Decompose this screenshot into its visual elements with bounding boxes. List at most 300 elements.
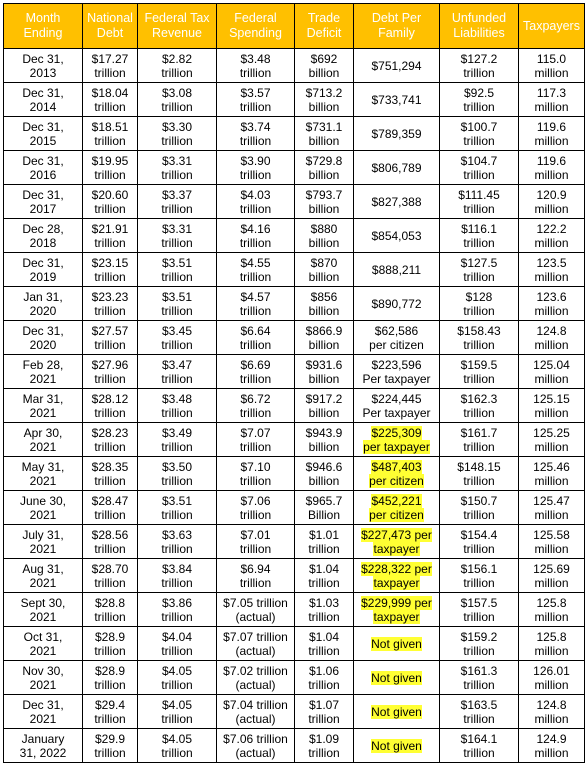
cell-text: 2014 <box>29 99 57 114</box>
cell-text: 2021 <box>29 473 57 488</box>
cell-federal-tax-revenue <box>138 457 217 491</box>
highlighted-text: $487,403 <box>371 459 422 474</box>
cell-text: $20.60 <box>91 187 129 202</box>
cell-text: trillion <box>161 65 193 80</box>
cell-text: trillion <box>161 677 193 692</box>
cell-text: trillion <box>239 235 272 250</box>
cell-unfunded-liabilities <box>440 695 519 729</box>
cell-text: trillion <box>239 201 272 216</box>
cell-text: 119.6 <box>536 119 567 134</box>
cell-trade-deficit <box>295 253 354 287</box>
cell-text: 125.8 <box>536 629 567 644</box>
cell-text: million <box>534 371 569 386</box>
cell-text: $162.3 <box>460 391 498 406</box>
cell-text: trillion <box>239 473 272 488</box>
cell-text: million <box>534 439 569 454</box>
cell-text: $3.51 <box>161 255 193 270</box>
cell-month-ending <box>4 117 83 151</box>
cell-federal-tax-revenue <box>138 491 217 525</box>
cell-trade-deficit <box>295 423 354 457</box>
cell-debt-per-family <box>354 253 440 287</box>
cell-text: (actual) <box>235 677 276 692</box>
cell-trade-deficit <box>295 117 354 151</box>
cell-text: trillion <box>94 711 126 726</box>
cell-text: $29.9 <box>94 731 126 746</box>
cell-trade-deficit <box>295 661 354 695</box>
cell-text: $856 <box>310 289 338 304</box>
cell-text: Aug 31, <box>22 561 64 576</box>
cell-text: trillion <box>94 541 126 556</box>
cell-text: million <box>534 65 569 80</box>
cell-month-ending <box>4 491 83 525</box>
cell-text: billion <box>308 99 340 114</box>
cell-text: trillion <box>94 235 126 250</box>
cell-taxpayers <box>519 355 585 389</box>
cell-text: 2020 <box>29 337 57 352</box>
cell-text: $161.3 <box>460 663 498 678</box>
cell-text: trillion <box>463 337 495 352</box>
cell-text: 125.58 <box>533 527 570 542</box>
cell-debt-per-family <box>354 525 440 559</box>
cell-text: 2021 <box>29 507 57 522</box>
cell-month-ending <box>4 423 83 457</box>
cell-unfunded-liabilities <box>440 525 519 559</box>
cell-text: Mar 31, <box>22 391 64 406</box>
highlighted-text: per citizen <box>369 473 424 488</box>
cell-text: $7.04 trillion <box>223 697 288 712</box>
cell-text: $965.7 <box>305 493 343 508</box>
cell-text: trillion <box>161 371 193 386</box>
cell-text: $888,211 <box>371 262 422 277</box>
cell-federal-spending <box>217 729 295 763</box>
table-row <box>4 457 585 491</box>
cell-federal-tax-revenue <box>138 185 217 219</box>
cell-text: trillion <box>308 575 340 590</box>
cell-month-ending <box>4 185 83 219</box>
cell-text: trillion <box>463 99 495 114</box>
cell-text: 2021 <box>29 609 57 624</box>
cell-month-ending <box>4 559 83 593</box>
cell-text: 2019 <box>29 269 57 284</box>
cell-text: $6.69 <box>240 357 271 372</box>
cell-text: 2020 <box>29 303 57 318</box>
cell-debt-per-family <box>354 355 440 389</box>
cell-text: (actual) <box>235 643 276 658</box>
cell-text: $7.06 trillion <box>223 731 288 746</box>
cell-text: 122.2 <box>536 221 567 236</box>
highlighted-text: per taxpayer <box>363 439 430 454</box>
header-label: Spending <box>229 26 282 40</box>
cell-text: billion <box>308 473 340 488</box>
cell-text: $729.8 <box>305 153 343 168</box>
cell-text: trillion <box>239 65 272 80</box>
cell-taxpayers <box>519 151 585 185</box>
cell-text: $111.45 <box>458 187 500 202</box>
cell-text <box>356 474 437 488</box>
cell-text: (actual) <box>235 745 276 760</box>
cell-federal-spending <box>217 661 295 695</box>
cell-trade-deficit <box>295 593 354 627</box>
cell-text: trillion <box>239 405 272 420</box>
cell-text: $4.05 <box>161 731 193 746</box>
cell-text: trillion <box>463 201 495 216</box>
cell-text: Jan 31, <box>23 289 63 304</box>
cell-text: Per taxpayer <box>362 371 431 386</box>
cell-federal-tax-revenue <box>138 219 217 253</box>
table-row <box>4 559 585 593</box>
cell-text: $3.63 <box>161 527 193 542</box>
cell-trade-deficit <box>295 729 354 763</box>
cell-text: $1.09 <box>308 731 340 746</box>
cell-text: $17.27 <box>91 51 129 66</box>
cell-debt-per-family <box>354 185 440 219</box>
cell-text: $880 <box>310 221 338 236</box>
cell-text <box>356 508 437 522</box>
cell-unfunded-liabilities <box>440 627 519 661</box>
cell-text: trillion <box>463 303 495 318</box>
cell-text: trillion <box>239 575 272 590</box>
cell-text: $7.02 trillion <box>223 663 288 678</box>
cell-text: $827,388 <box>371 194 422 209</box>
header-label: Debt Per <box>371 11 422 25</box>
cell-text: $223,596 <box>371 357 422 372</box>
cell-unfunded-liabilities <box>440 593 519 627</box>
cell-text: $870 <box>310 255 338 270</box>
table-row <box>4 355 585 389</box>
cell-national-debt <box>83 151 138 185</box>
cell-text: $28.9 <box>94 629 126 644</box>
cell-text: $161.7 <box>460 425 498 440</box>
cell-unfunded-liabilities <box>440 219 519 253</box>
cell-text: trillion <box>308 711 340 726</box>
cell-debt-per-family <box>354 491 440 525</box>
cell-text <box>356 562 437 576</box>
cell-text: trillion <box>94 133 126 148</box>
cell-text: trillion <box>239 99 272 114</box>
highlighted-text: $229,999 per <box>361 595 432 610</box>
cell-text: trillion <box>463 439 495 454</box>
cell-text: 119.6 <box>536 153 567 168</box>
cell-trade-deficit <box>295 559 354 593</box>
cell-federal-tax-revenue <box>138 355 217 389</box>
cell-text: 125.46 <box>533 459 570 474</box>
cell-debt-per-family <box>354 423 440 457</box>
cell-federal-spending <box>217 49 295 83</box>
cell-unfunded-liabilities <box>440 389 519 423</box>
table-row <box>4 219 585 253</box>
header-debt-per-family <box>354 4 440 49</box>
cell-text: $854,053 <box>371 228 422 243</box>
cell-text <box>356 576 437 590</box>
cell-text: 2013 <box>29 65 57 80</box>
cell-text: trillion <box>161 269 193 284</box>
table-row <box>4 185 585 219</box>
cell-text: billion <box>308 337 340 352</box>
cell-text: $158.43 <box>457 323 501 338</box>
cell-federal-tax-revenue <box>138 321 217 355</box>
cell-national-debt <box>83 491 138 525</box>
cell-taxpayers <box>519 253 585 287</box>
cell-text: million <box>534 337 569 352</box>
cell-text: 115.0 <box>536 51 567 66</box>
cell-text: 31, 2022 <box>19 745 67 760</box>
cell-federal-tax-revenue <box>138 83 217 117</box>
cell-text: $4.16 <box>240 221 271 236</box>
cell-text: Dec 31, <box>22 323 64 338</box>
cell-text: million <box>534 405 569 420</box>
cell-text: 125.25 <box>533 425 570 440</box>
cell-text: $931.6 <box>305 357 343 372</box>
cell-text: trillion <box>161 609 193 624</box>
cell-unfunded-liabilities <box>440 423 519 457</box>
cell-federal-tax-revenue <box>138 423 217 457</box>
cell-federal-spending <box>217 219 295 253</box>
cell-federal-tax-revenue <box>138 593 217 627</box>
cell-text: $3.90 <box>240 153 271 168</box>
cell-text: 125.47 <box>533 493 570 508</box>
cell-trade-deficit <box>295 185 354 219</box>
cell-text: 125.8 <box>536 595 567 610</box>
cell-month-ending <box>4 695 83 729</box>
cell-text: trillion <box>94 269 126 284</box>
cell-text: billion <box>308 303 340 318</box>
table-row <box>4 389 585 423</box>
cell-federal-tax-revenue <box>138 253 217 287</box>
cell-unfunded-liabilities <box>440 491 519 525</box>
cell-text: Dec 31, <box>22 119 64 134</box>
header-label: Federal <box>234 11 277 25</box>
highlighted-text: Not given <box>371 636 422 651</box>
table-row <box>4 321 585 355</box>
cell-text: $6.64 <box>240 323 271 338</box>
cell-text: $1.04 <box>308 629 340 644</box>
cell-text: $28.35 <box>91 459 129 474</box>
highlighted-text: per citizen <box>369 507 424 522</box>
cell-month-ending <box>4 661 83 695</box>
cell-text: $4.05 <box>161 663 193 678</box>
cell-text: trillion <box>94 303 126 318</box>
cell-text <box>356 596 437 610</box>
cell-text: trillion <box>161 575 193 590</box>
cell-text: trillion <box>239 371 272 386</box>
cell-trade-deficit <box>295 83 354 117</box>
cell-text: million <box>534 201 569 216</box>
cell-federal-spending <box>217 117 295 151</box>
table-row <box>4 423 585 457</box>
table-row <box>4 151 585 185</box>
cell-text: billion <box>308 405 340 420</box>
cell-text: trillion <box>463 269 495 284</box>
cell-debt-per-family <box>354 559 440 593</box>
table-row <box>4 695 585 729</box>
cell-text: $7.05 trillion <box>223 595 288 610</box>
table-row <box>4 49 585 83</box>
cell-text: $18.51 <box>91 119 129 134</box>
table-row <box>4 117 585 151</box>
cell-text: $156.1 <box>460 561 498 576</box>
header-row <box>4 4 585 49</box>
cell-text: trillion <box>94 473 126 488</box>
cell-trade-deficit <box>295 355 354 389</box>
cell-taxpayers <box>519 83 585 117</box>
cell-month-ending <box>4 593 83 627</box>
cell-text: trillion <box>161 473 193 488</box>
cell-unfunded-liabilities <box>440 729 519 763</box>
cell-text: million <box>534 269 569 284</box>
cell-text <box>356 460 437 474</box>
cell-text: trillion <box>94 439 126 454</box>
cell-text: $3.50 <box>161 459 193 474</box>
cell-text: $3.08 <box>161 85 193 100</box>
cell-unfunded-liabilities <box>440 185 519 219</box>
cell-month-ending <box>4 219 83 253</box>
cell-text: trillion <box>463 575 495 590</box>
cell-text: trillion <box>463 711 495 726</box>
cell-text: 2017 <box>29 201 57 216</box>
cell-text: $3.74 <box>240 119 271 134</box>
cell-taxpayers <box>519 423 585 457</box>
cell-text: trillion <box>94 643 126 658</box>
cell-taxpayers <box>519 695 585 729</box>
cell-text: million <box>534 609 569 624</box>
cell-federal-tax-revenue <box>138 389 217 423</box>
cell-text: $116.1 <box>461 221 497 236</box>
cell-text: $28.56 <box>91 527 129 542</box>
header-label: Liabilities <box>453 26 505 40</box>
header-label: Ending <box>23 26 63 40</box>
cell-text: $92.5 <box>463 85 495 100</box>
cell-text: $6.72 <box>240 391 271 406</box>
cell-text <box>356 671 437 685</box>
cell-trade-deficit <box>295 321 354 355</box>
cell-text: trillion <box>239 269 272 284</box>
cell-text: million <box>534 473 569 488</box>
cell-text: trillion <box>161 643 193 658</box>
table-row <box>4 627 585 661</box>
cell-text: $866.9 <box>305 323 343 338</box>
cell-text: $789,359 <box>371 126 422 141</box>
cell-unfunded-liabilities <box>440 559 519 593</box>
cell-text: trillion <box>463 677 495 692</box>
cell-text: billion <box>308 371 340 386</box>
cell-national-debt <box>83 525 138 559</box>
cell-text: trillion <box>463 371 495 386</box>
cell-text: (actual) <box>235 711 276 726</box>
cell-text: per citizen <box>369 337 424 352</box>
cell-text: January <box>21 731 65 746</box>
cell-text: $29.4 <box>94 697 126 712</box>
cell-federal-spending <box>217 525 295 559</box>
cell-federal-tax-revenue <box>138 117 217 151</box>
cell-text: trillion <box>161 133 193 148</box>
cell-text: 2021 <box>29 643 57 658</box>
cell-month-ending <box>4 83 83 117</box>
table-body <box>4 49 585 763</box>
cell-federal-spending <box>217 355 295 389</box>
cell-text: $28.9 <box>94 663 126 678</box>
cell-text: trillion <box>94 507 126 522</box>
cell-text: $157.5 <box>460 595 498 610</box>
cell-national-debt <box>83 355 138 389</box>
cell-month-ending <box>4 321 83 355</box>
cell-text: $18.04 <box>91 85 129 100</box>
cell-national-debt <box>83 423 138 457</box>
cell-month-ending <box>4 355 83 389</box>
cell-debt-per-family <box>354 321 440 355</box>
cell-text: 120.9 <box>536 187 567 202</box>
cell-text: million <box>534 303 569 318</box>
cell-text: $159.2 <box>460 629 498 644</box>
cell-text: $100.7 <box>460 119 498 134</box>
highlighted-text: taxpayer <box>373 541 420 556</box>
cell-text: trillion <box>161 99 193 114</box>
cell-text: $128 <box>465 289 493 304</box>
cell-text: $3.51 <box>161 289 193 304</box>
cell-text: $154.4 <box>460 527 498 542</box>
cell-taxpayers <box>519 287 585 321</box>
header-label: Deficit <box>306 26 342 40</box>
cell-text: $148.15 <box>457 459 501 474</box>
cell-unfunded-liabilities <box>440 355 519 389</box>
cell-federal-spending <box>217 559 295 593</box>
cell-text: trillion <box>94 337 126 352</box>
cell-text: trillion <box>308 677 340 692</box>
cell-national-debt <box>83 83 138 117</box>
header-federal-tax-revenue <box>138 4 217 49</box>
cell-text: trillion <box>94 609 126 624</box>
cell-text: $224,445 <box>371 391 422 406</box>
cell-text: trillion <box>463 541 495 556</box>
cell-text: $23.15 <box>91 255 129 270</box>
highlighted-text: taxpayer <box>373 575 420 590</box>
cell-text: Dec 31, <box>22 153 64 168</box>
cell-national-debt <box>83 695 138 729</box>
cell-unfunded-liabilities <box>440 287 519 321</box>
cell-text <box>356 610 437 624</box>
cell-debt-per-family <box>354 627 440 661</box>
cell-federal-spending <box>217 83 295 117</box>
cell-text: $3.48 <box>240 51 271 66</box>
header-month-ending <box>4 4 83 49</box>
cell-text: trillion <box>463 235 495 250</box>
cell-text: $28.23 <box>91 425 129 440</box>
cell-trade-deficit <box>295 457 354 491</box>
cell-text: Dec 31, <box>22 85 64 100</box>
header-label: Unfunded <box>451 11 507 25</box>
cell-text: $943.9 <box>305 425 343 440</box>
table-row <box>4 661 585 695</box>
highlighted-text: $452,221 <box>371 493 422 508</box>
cell-text: 125.15 <box>533 391 570 406</box>
cell-text: trillion <box>308 609 340 624</box>
table-row <box>4 287 585 321</box>
cell-text <box>356 542 437 556</box>
cell-text: $2.82 <box>161 51 193 66</box>
cell-text: 2021 <box>29 439 57 454</box>
cell-month-ending <box>4 389 83 423</box>
cell-federal-tax-revenue <box>138 525 217 559</box>
cell-text: trillion <box>463 133 495 148</box>
cell-text: 2021 <box>29 405 57 420</box>
cell-text: million <box>534 167 569 182</box>
cell-federal-tax-revenue <box>138 559 217 593</box>
cell-text <box>356 494 437 508</box>
cell-text: $7.07 trillion <box>223 629 288 644</box>
cell-national-debt <box>83 287 138 321</box>
cell-text: $1.04 <box>308 561 340 576</box>
table-row <box>4 253 585 287</box>
header-label: Taxpayers <box>523 18 580 33</box>
